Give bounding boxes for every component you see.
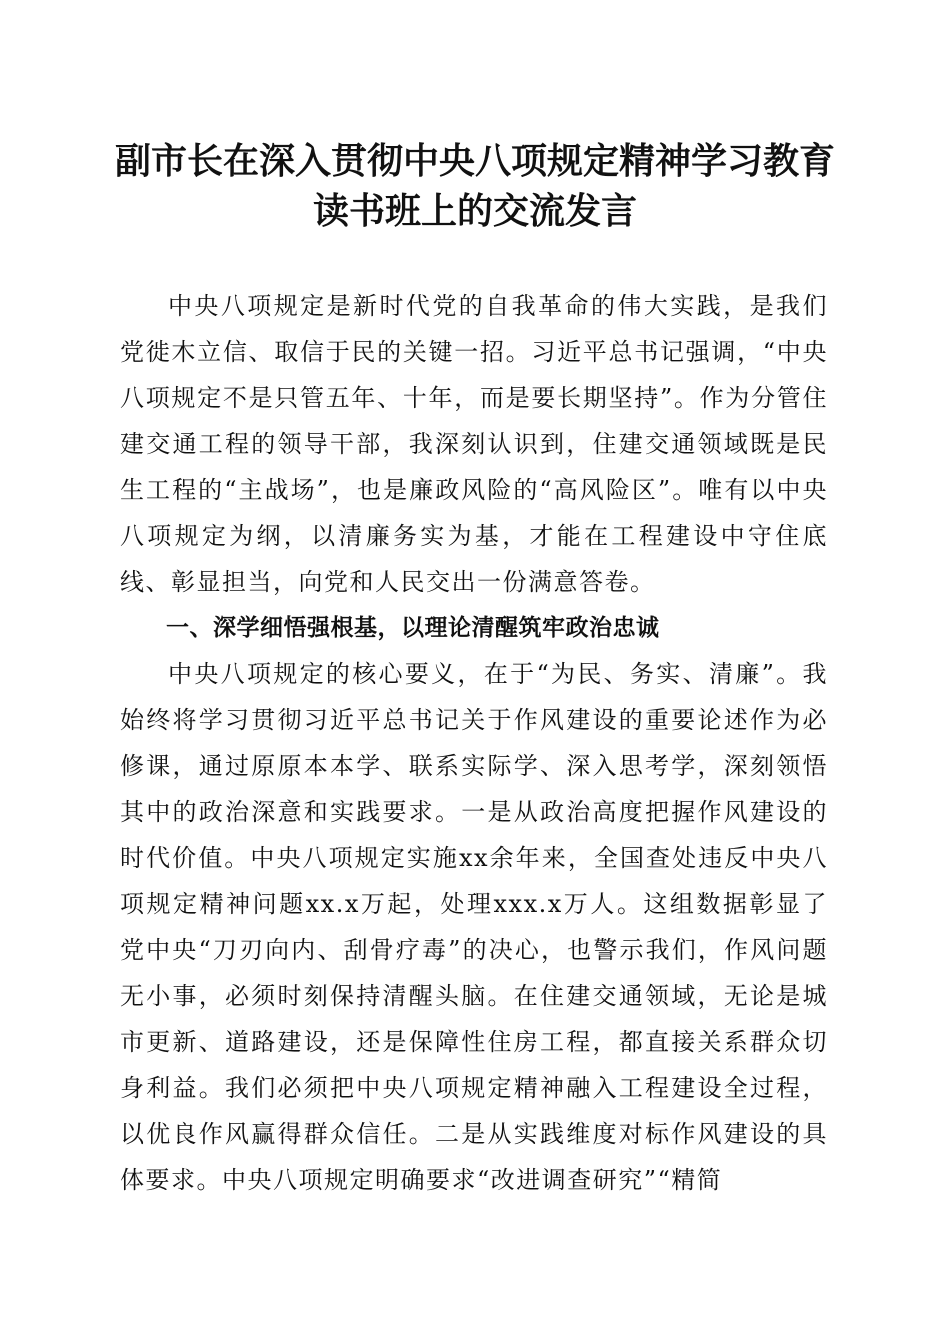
document-title: [100, 136, 850, 236]
section-heading-1: 一、深学细悟强根基，以理论清醒筑牢政治忠诚: [166, 615, 660, 641]
document-body: [120, 283, 828, 1203]
title-line-1: 副市长在深入贯彻中央八项规定精神学习教育: [114, 140, 835, 182]
intro-paragraph: 中央八项规定是新时代党的自我革命的伟大实践，是我们党徙木立信、取信于民的关键一招。习近平总书记强调，“中央八项规定不是只管五年、十年，而是要长期坚持”。作为分管住建交通工程的领导干部，我深刻认识到，住建交通领域既是民生工程的“主战场”，也是廉政风险的“高风险区”。唯有以中央八项规定为纲，以清廉务实为基，才能在工程建设中守住底线、彰显担当，向党和人民交出一份满意答卷。: [120, 292, 828, 596]
title-line-2: 读书班上的交流发言: [312, 190, 637, 232]
section-1-paragraph: 中央八项规定的核心要义，在于“为民、务实、清廉”。我始终将学习贯彻习近平总书记关于作风建设的重要论述作为必修课，通过原原本本学、联系实际学、深入思考学，深刻领悟其中的政治深意和实践要求。一是从政治高度把握作风建设的时代价值。中央八项规定实施xx余年来，全国查处违反中央八项规定精神问题xx.x万起，处理xxx.x万人。这组数据彰显了党中央“刀刃向内、刮骨疗毒”的决心，也警示我们，作风问题无小事，必须时刻保持清醒头脑。在住建交通领域，无论是城市更新、道路建设，还是保障性住房工程，都直接关系群众切身利益。我们必须把中央八项规定精神融入工程建设全过程，以优良作风赢得群众信任。二是从实践维度对标作风建设的具体要求。中央八项规定明确要求“改进调查研究”“精简: [120, 660, 828, 1194]
